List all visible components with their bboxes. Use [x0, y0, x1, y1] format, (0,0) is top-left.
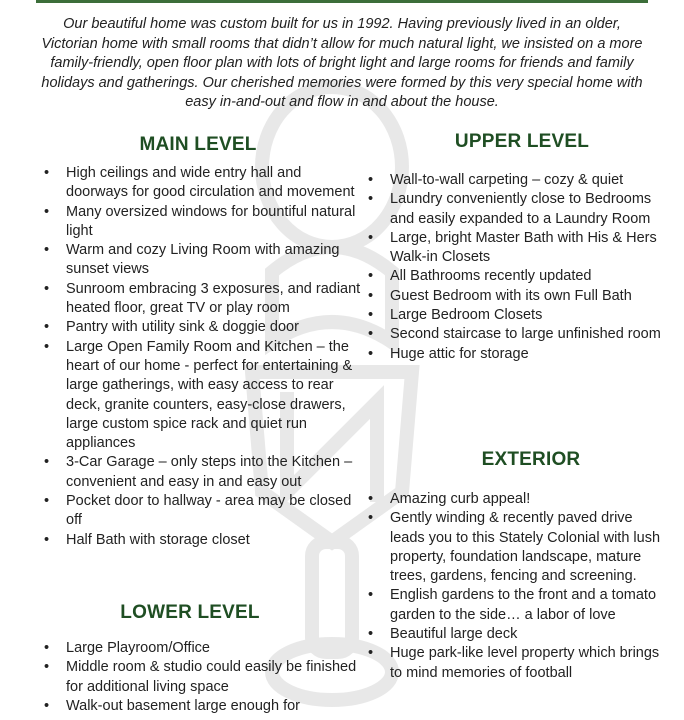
list-item: • Huge park-like level property which brings to mind memories of football — [368, 644, 670, 683]
list-item: • Huge attic for storage — [368, 345, 670, 364]
list-item: • Sunroom embracing 3 exposures, and radiant heated floor, great TV or play room — [44, 280, 362, 319]
main-level-heading: MAIN LEVEL — [139, 134, 257, 155]
list-item: • Half Bath with storage closet — [44, 531, 362, 550]
list-item: • Second staircase to large unfinished room — [368, 325, 670, 344]
list-item: • All Bathrooms recently updated — [368, 267, 670, 286]
list-item: • Middle room & studio could easily be finished for additional living space — [44, 658, 362, 697]
list-item: • 3-Car Garage – only steps into the Kitchen – convenient and easy in and easy out — [44, 453, 362, 492]
list-item: • English gardens to the front and a tomato garden to the side… a labor of love — [368, 586, 670, 625]
list-item: • Pocket door to hallway - area may be closed off — [44, 492, 362, 531]
intro-paragraph: Our beautiful home was custom built for us in 1992. Having previously lived in an older, Victorian home with small rooms that didn’t allow for much natural light, we insisted on a more family-friendly, open floor plan with lots of bright light and large rooms for friends and family holidays and gatherings. Our cherished memories were formed by this very special home with easy in-and-out and flow in and about the house. — [41, 16, 643, 111]
list-item: • High ceilings and wide entry hall and doorways for good circulation and movement — [44, 164, 362, 203]
list-item: • Large Playroom/Office — [44, 639, 362, 658]
list-item: • Large Open Family Room and Kitchen – the heart of our home - perfect for entertaining & large gatherings, with easy access to rear deck, granite counters, easy-close drawers, large custom spice rack and quiet run appliances — [44, 338, 362, 454]
list-item: • Amazing curb appeal! — [368, 490, 670, 509]
list-item: • Pantry with utility sink & doggie door — [44, 318, 362, 337]
list-item: • Large, bright Master Bath with His & Hers Walk-in Closets — [368, 229, 670, 268]
exterior-list — [368, 490, 670, 683]
lower-level-heading: LOWER LEVEL — [120, 602, 260, 623]
list-item: • Gently winding & recently paved drive leads you to this Stately Colonial with lush property, foundation landscape, mature trees, gardens, fencing and screening. — [368, 509, 670, 586]
upper-level-list — [368, 171, 670, 364]
list-item: • Large Bedroom Closets — [368, 306, 670, 325]
list-item: • Beautiful large deck — [368, 625, 670, 644]
list-item: • Wall-to-wall carpeting – cozy & quiet — [368, 171, 670, 190]
list-item: • Warm and cozy Living Room with amazing sunset views — [44, 241, 362, 280]
main-level-list — [44, 164, 362, 550]
upper-level-heading: UPPER LEVEL — [454, 131, 590, 152]
list-item: • Guest Bedroom with its own Full Bath — [368, 287, 670, 306]
exterior-heading: EXTERIOR — [481, 449, 581, 470]
lower-level-list — [44, 639, 362, 716]
top-rule — [36, 0, 648, 3]
list-item: • Laundry conveniently close to Bedrooms and easily expanded to a Laundry Room — [368, 190, 670, 229]
list-item: • Walk-out basement large enough for — [44, 697, 362, 716]
list-item: • Many oversized windows for bountiful natural light — [44, 203, 362, 242]
